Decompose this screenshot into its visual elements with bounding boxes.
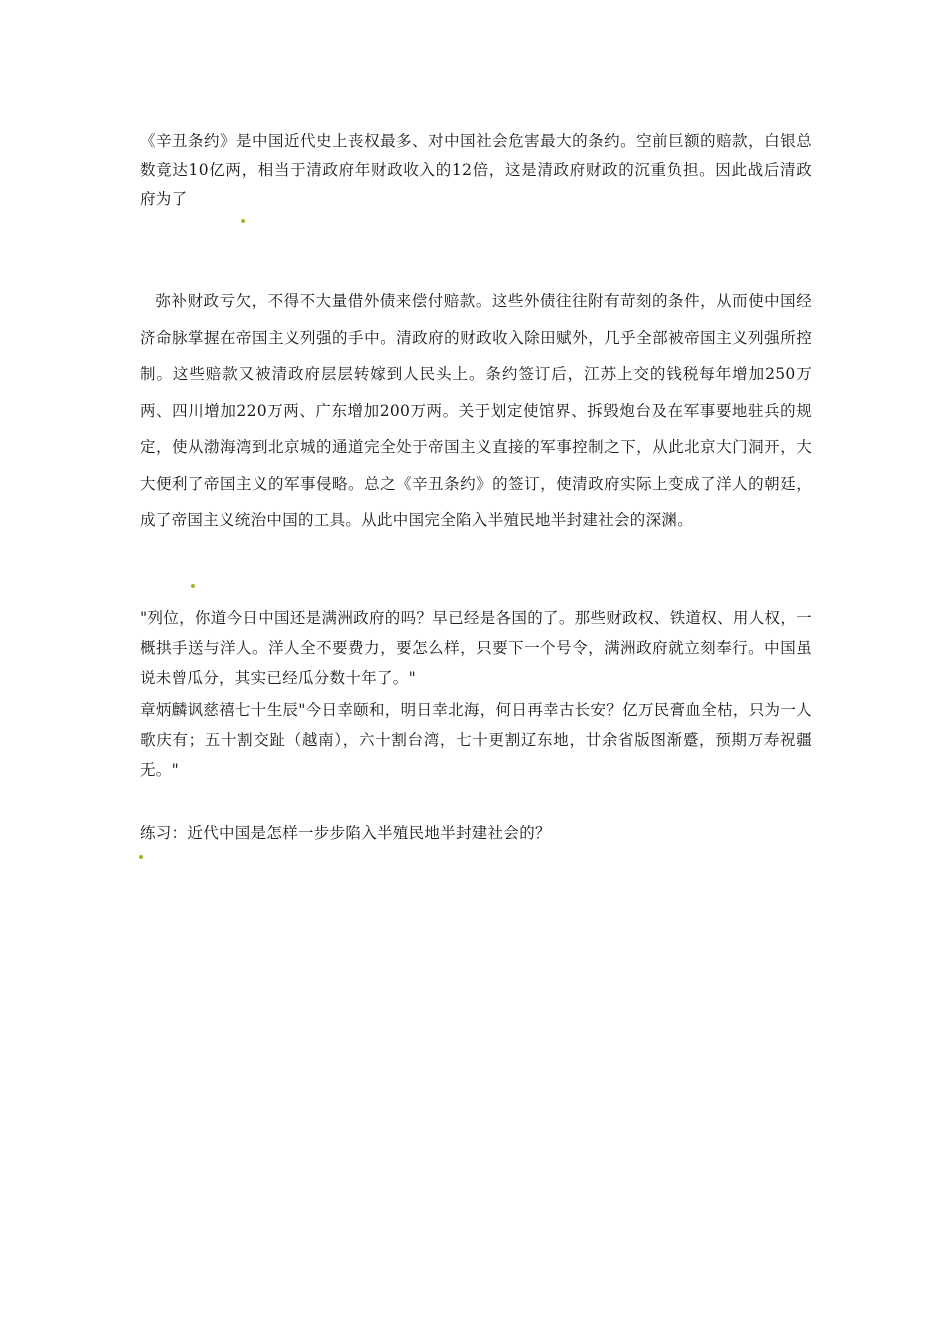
paragraph-exercise: 练习：近代中国是怎样一步步陷入半殖民地半封建社会的？ — [140, 824, 551, 842]
paragraph-treaty-consequences: 弥补财政亏欠，不得不大量借外债来偿付赔款。这些外债往往附有苛刻的条件，从而使中国经济命脉掌握在帝国主义列强的手中。清政府的财政收入除田赋外，几乎全部被帝国主义列强所控制。这些赔款又被清政府层层转嫁到人民头上。条约签订后，江苏上交的钱税每年增加250万两、四川增加220万两、广东增加200万两。关于划定使馆界、拆毁炮台及在军事要地驻兵的规定，使从渤海湾到北京城的通道完全处于帝国主义直接的军事控制之下，从此北京大门洞开，大大便利了帝国主义的军事侵略。总之《辛丑条约》的签订，使清政府实际上变成了洋人的朝廷，成了帝国主义统治中国的工具。从此中国完全陷入半殖民地半封建社会的深渊。 — [140, 292, 812, 529]
paragraph-zhang-binglin-couplet: 章炳麟讽慈禧七十生辰"今日幸颐和，明日幸北海，何日再幸古长安？亿万民膏血全枯，只为一人歌庆有；五十割交趾（越南），六十割台湾，七十更割辽东地，廿余省版图渐蹙，预期万寿祝疆无。" — [140, 701, 812, 779]
paragraph-quotation: "列位，你道今日中国还是满洲政府的吗？早已经是各国的了。那些财政权、铁道权、用人权，一概拱手送与洋人。洋人全不要费力，要怎么样，只要下一个号令，满洲政府就立刻奉行。中国虽说未曾瓜分，其实已经瓜分数十年了。" — [140, 609, 812, 687]
decorative-dot-mark — [139, 855, 143, 859]
paragraph-treaty-summary: 《辛丑条约》是中国近代史上丧权最多、对中国社会危害最大的条约。空前巨额的赔款，白银总数竟达10亿两，相当于清政府年财政收入的12倍，这是清政府财政的沉重负担。因此战后清政府为了 — [140, 132, 812, 208]
decorative-dot-mark — [191, 584, 195, 588]
decorative-dot-mark — [241, 219, 245, 223]
